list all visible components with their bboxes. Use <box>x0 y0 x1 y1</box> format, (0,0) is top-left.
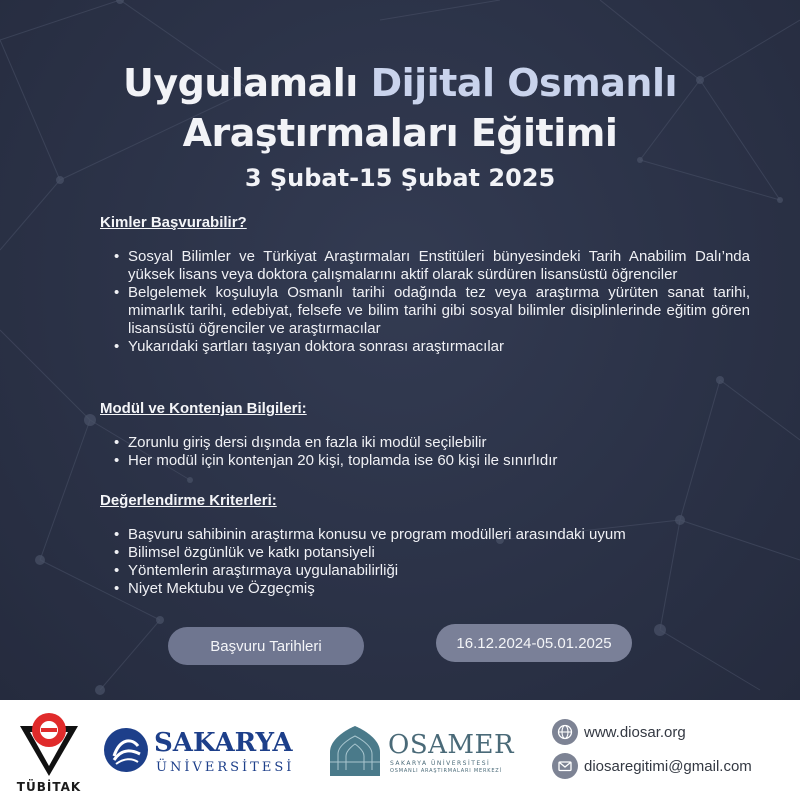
bullet-list <box>100 248 750 356</box>
application-dates-label: Başvuru Tarihleri <box>168 627 364 665</box>
osamer-name: OSAMER <box>388 730 515 760</box>
osamer-logo <box>326 726 516 782</box>
page-title-line-1 <box>0 60 800 106</box>
program-dates: 3 Şubat-15 Şubat 2025 <box>244 164 556 192</box>
email-link[interactable]: diosaregitimi@gmail.com <box>584 757 752 775</box>
title-accent: Dijital Osmanlı <box>370 61 678 105</box>
list-item: • Her modül için kontenjan 20 kişi, toplamda ise 60 kişi ile sınırlıdır <box>118 452 750 470</box>
list-item: • Başvuru sahibinin araştırma konusu ve program modülleri arasındaki uyum <box>118 526 750 544</box>
list-item: • Yöntemlerin araştırmaya uygulanabilirliği <box>118 562 750 580</box>
section-heading: Modül ve Kontenjan Bilgileri: <box>100 400 307 417</box>
mail-icon <box>552 753 578 779</box>
globe-icon <box>552 719 578 745</box>
sakarya-logo <box>102 726 302 782</box>
list-item: • Zorunlu giriş dersi dışında en fazla iki modül seçilebilir <box>118 434 750 452</box>
tubitak-wordmark: TÜBİTAK <box>16 780 82 794</box>
website-link[interactable]: www.diosar.org <box>584 723 686 741</box>
page-title-line-2: Araştırmaları Eğitimi <box>182 111 618 155</box>
tubitak-logo <box>14 706 84 796</box>
section-heading: Kimler Başvurabilir? <box>100 214 247 231</box>
section-criteria <box>100 492 750 598</box>
list-item: • Belgelemek koşuluyla Osmanlı tarihi odağında tez veya araştırma yürüten sanat tarihi, mimarlık tarihi, edebiyat, felsefe ve bilim tarihi gibi sosyal bilimler disiplinlerinde eğitim gören lisansüstü öğrenciler ve araştırmacılar <box>118 284 750 338</box>
osamer-subtitle: SAKARYA ÜNİVERSİTESİ <box>390 760 491 767</box>
title-part: Uygulamalı <box>122 61 371 105</box>
tubitak-emblem-icon <box>14 706 84 780</box>
sakarya-name: SAKARYA <box>154 728 293 758</box>
footer <box>0 700 800 800</box>
sakarya-emblem-icon <box>102 726 150 774</box>
list-item: • Bilimsel özgünlük ve katkı potansiyeli <box>118 544 750 562</box>
sakarya-subtitle: ÜNİVERSİTESİ <box>156 760 295 775</box>
bullet-list <box>100 526 750 598</box>
application-dates-range: 16.12.2024-05.01.2025 <box>436 624 632 662</box>
section-heading: Değerlendirme Kriterleri: <box>100 492 277 509</box>
website-contact[interactable] <box>552 719 686 745</box>
list-item: • Niyet Mektubu ve Özgeçmiş <box>118 580 750 598</box>
bullet-list <box>100 434 750 470</box>
osamer-subtitle-2: OSMANLI ARAŞTIRMALARI MERKEZİ <box>390 768 502 774</box>
email-contact[interactable] <box>552 753 752 779</box>
osamer-emblem-icon <box>326 726 384 778</box>
section-modules <box>100 400 750 470</box>
section-eligibility <box>100 214 750 356</box>
list-item: • Sosyal Bilimler ve Türkiyat Araştırmaları Enstitüleri bünyesindeki Tarih Anabilim Dalı’nda yüksek lisans veya doktora çalışmalarını aktif olarak sürdüren lisansüstü öğrenciler <box>118 248 750 284</box>
list-item: • Yukarıdaki şartları taşıyan doktora sonrası araştırmacılar <box>118 338 750 356</box>
